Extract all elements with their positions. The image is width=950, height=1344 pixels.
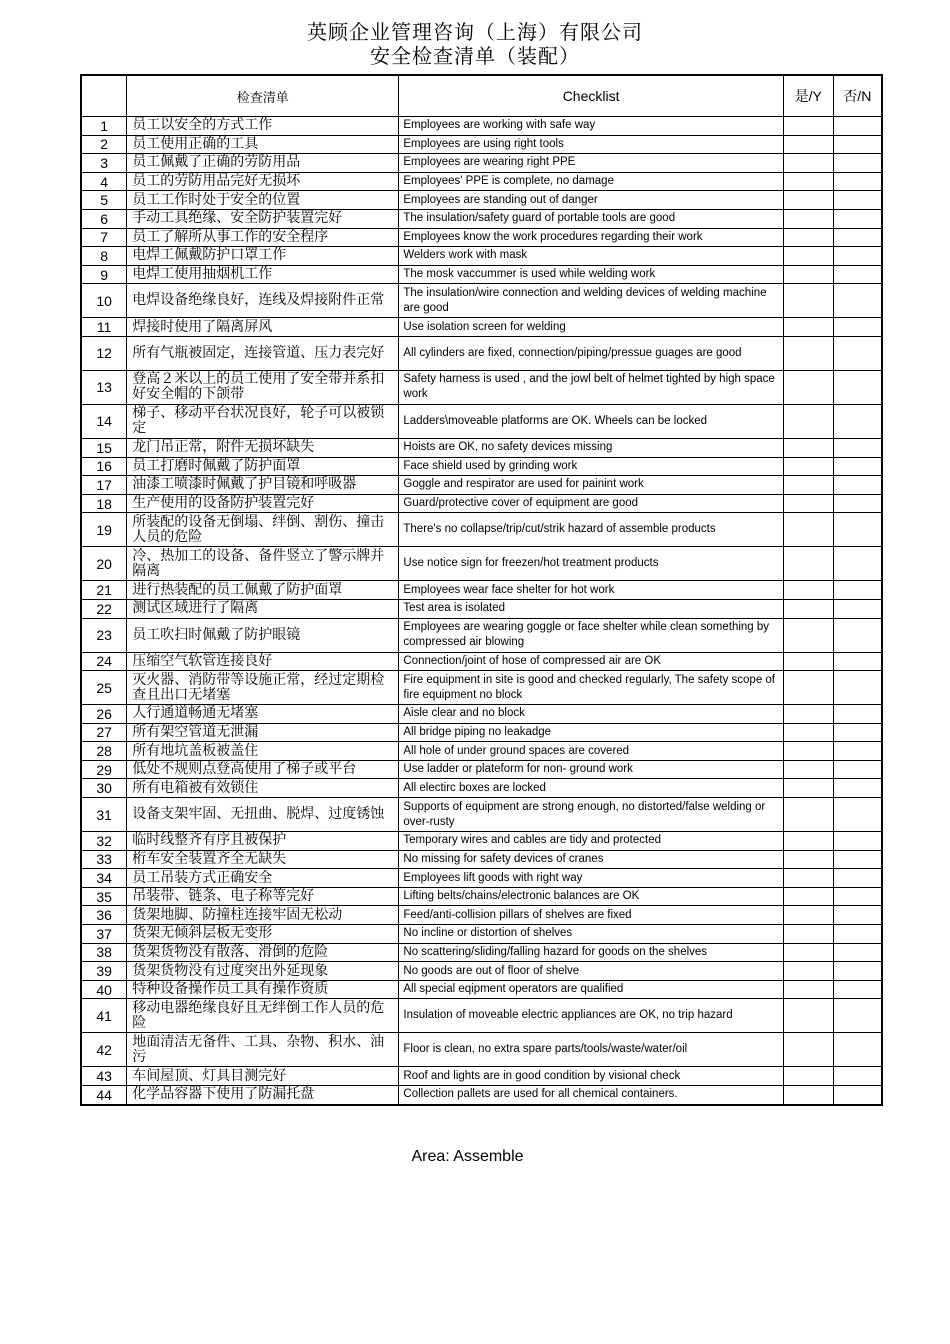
item-english: Employees are working with safe way xyxy=(399,117,783,136)
no-check-cell[interactable] xyxy=(833,209,882,228)
item-english: Welders work with mask xyxy=(399,247,783,266)
no-check-cell[interactable] xyxy=(833,925,882,944)
table-row xyxy=(81,209,882,228)
item-english: All bridge piping no leakadge xyxy=(399,723,783,742)
yes-check-cell[interactable] xyxy=(783,457,833,476)
header-yes: 是/Y xyxy=(783,75,833,117)
table-row xyxy=(81,135,882,154)
no-check-cell[interactable] xyxy=(833,135,882,154)
yes-check-cell[interactable] xyxy=(783,228,833,247)
item-number: 38 xyxy=(81,943,127,962)
item-number: 12 xyxy=(81,336,127,370)
table-row xyxy=(81,1086,882,1105)
table-row xyxy=(81,494,882,513)
checklist-table xyxy=(80,74,883,1106)
no-check-cell[interactable] xyxy=(833,581,882,600)
item-chinese: 所有电箱被有效锁住 xyxy=(127,779,399,798)
item-chinese: 进行热装配的员工佩戴了防护面罩 xyxy=(127,581,399,600)
table-row xyxy=(81,760,882,779)
table-row xyxy=(81,980,882,999)
item-chinese: 所装配的设备无倒塌、绊倒、割伤、撞击人员的危险 xyxy=(127,513,399,547)
item-chinese: 货架货物没有散落、滑倒的危险 xyxy=(127,943,399,962)
item-chinese: 所有架空管道无泄漏 xyxy=(127,723,399,742)
item-english: Safety harness is used , and the jowl belt of helmet tighted by high space work xyxy=(399,370,783,404)
item-number: 11 xyxy=(81,318,127,337)
item-number: 3 xyxy=(81,154,127,173)
table-row xyxy=(81,798,882,832)
no-check-cell[interactable] xyxy=(833,779,882,798)
item-english: Fire equipment in site is good and checked regularly, The safety scope of fire equipment no block xyxy=(399,671,783,705)
item-number: 26 xyxy=(81,705,127,724)
item-number: 16 xyxy=(81,457,127,476)
table-row xyxy=(81,191,882,210)
yes-check-cell[interactable] xyxy=(783,742,833,761)
no-check-cell[interactable] xyxy=(833,832,882,851)
item-number: 31 xyxy=(81,798,127,832)
item-chinese: 冷、热加工的设备、备件竖立了警示牌并隔离 xyxy=(127,547,399,581)
table-row xyxy=(81,779,882,798)
item-english: Use ladder or plateform for non- ground work xyxy=(399,760,783,779)
table-row xyxy=(81,172,882,191)
item-chinese: 登高２米以上的员工使用了安全带并系扣好安全帽的下颌带 xyxy=(127,370,399,404)
yes-check-cell[interactable] xyxy=(783,476,833,495)
item-english: Guard/protective cover of equipment are good xyxy=(399,494,783,513)
table-row xyxy=(81,154,882,173)
item-chinese: 员工使用正确的工具 xyxy=(127,135,399,154)
no-check-cell[interactable] xyxy=(833,999,882,1033)
item-chinese: 低处不规则点登高使用了梯子或平台 xyxy=(127,760,399,779)
table-row xyxy=(81,370,882,404)
item-number: 2 xyxy=(81,135,127,154)
yes-check-cell[interactable] xyxy=(783,1033,833,1067)
yes-check-cell[interactable] xyxy=(783,284,833,318)
item-english: The insulation/safety guard of portable tools are good xyxy=(399,209,783,228)
item-chinese: 人行通道畅通无堵塞 xyxy=(127,705,399,724)
yes-check-cell[interactable] xyxy=(783,705,833,724)
table-row xyxy=(81,1067,882,1086)
table-row xyxy=(81,476,882,495)
no-check-cell[interactable] xyxy=(833,671,882,705)
table-row xyxy=(81,742,882,761)
item-number: 28 xyxy=(81,742,127,761)
no-check-cell[interactable] xyxy=(833,705,882,724)
no-check-cell[interactable] xyxy=(833,599,882,618)
item-english: No goods are out of floor of shelve xyxy=(399,962,783,981)
item-english: Aisle clear and no block xyxy=(399,705,783,724)
item-chinese: 员工的劳防用品完好无损坏 xyxy=(127,172,399,191)
no-check-cell[interactable] xyxy=(833,404,882,438)
no-check-cell[interactable] xyxy=(833,154,882,173)
item-english: All special eqipment operators are qualified xyxy=(399,980,783,999)
table-row xyxy=(81,336,882,370)
item-english: No missing for safety devices of cranes xyxy=(399,850,783,869)
item-number: 25 xyxy=(81,671,127,705)
item-chinese: 货架无倾斜层板无变形 xyxy=(127,925,399,944)
item-chinese: 生产使用的设备防护装置完好 xyxy=(127,494,399,513)
table-row xyxy=(81,652,882,671)
no-check-cell[interactable] xyxy=(833,723,882,742)
item-english: Employees are wearing goggle or face shelter while clean something by compressed air blowing xyxy=(399,618,783,652)
table-row xyxy=(81,1033,882,1067)
item-english: Collection pallets are used for all chemical containers. xyxy=(399,1086,783,1105)
item-chinese: 电焊工佩戴防护口罩工作 xyxy=(127,247,399,266)
item-english: Hoists are OK, no safety devices missing xyxy=(399,438,783,457)
yes-check-cell[interactable] xyxy=(783,832,833,851)
item-number: 30 xyxy=(81,779,127,798)
item-number: 14 xyxy=(81,404,127,438)
item-chinese: 焊接时使用了隔离屏风 xyxy=(127,318,399,337)
no-check-cell[interactable] xyxy=(833,1086,882,1105)
item-number: 40 xyxy=(81,980,127,999)
yes-check-cell[interactable] xyxy=(783,906,833,925)
item-number: 33 xyxy=(81,850,127,869)
item-english: Connection/joint of hose of compressed air are OK xyxy=(399,652,783,671)
no-check-cell[interactable] xyxy=(833,760,882,779)
table-row xyxy=(81,925,882,944)
table-row xyxy=(81,284,882,318)
item-chinese: 灭火器、消防带等设施正常，经过定期检查且出口无堵塞 xyxy=(127,671,399,705)
yes-check-cell[interactable] xyxy=(783,438,833,457)
item-english: No incline or distortion of shelves xyxy=(399,925,783,944)
item-english: All cylinders are fixed, connection/piping/pressue guages are good xyxy=(399,336,783,370)
yes-check-cell[interactable] xyxy=(783,581,833,600)
item-chinese: 移动电器绝缘良好且无绊倒工作人员的危险 xyxy=(127,999,399,1033)
item-chinese: 货架地脚、防撞柱连接牢固无松动 xyxy=(127,906,399,925)
item-english: The mosk vaccummer is used while welding work xyxy=(399,265,783,284)
yes-check-cell[interactable] xyxy=(783,513,833,547)
table-row xyxy=(81,723,882,742)
no-check-cell[interactable] xyxy=(833,191,882,210)
yes-check-cell[interactable] xyxy=(783,494,833,513)
item-number: 21 xyxy=(81,581,127,600)
item-english: Goggle and respirator are used for painint work xyxy=(399,476,783,495)
yes-check-cell[interactable] xyxy=(783,370,833,404)
no-check-cell[interactable] xyxy=(833,513,882,547)
item-chinese: 车间屋顶、灯具目测完好 xyxy=(127,1067,399,1086)
yes-check-cell[interactable] xyxy=(783,943,833,962)
item-chinese: 压缩空气软管连接良好 xyxy=(127,652,399,671)
table-row xyxy=(81,705,882,724)
item-english: Employees' PPE is complete, no damage xyxy=(399,172,783,191)
no-check-cell[interactable] xyxy=(833,318,882,337)
no-check-cell[interactable] xyxy=(833,547,882,581)
checklist-body xyxy=(81,117,882,1105)
no-check-cell[interactable] xyxy=(833,438,882,457)
no-check-cell[interactable] xyxy=(833,247,882,266)
yes-check-cell[interactable] xyxy=(783,723,833,742)
yes-check-cell[interactable] xyxy=(783,318,833,337)
no-check-cell[interactable] xyxy=(833,887,882,906)
item-chinese: 员工佩戴了正确的劳防用品 xyxy=(127,154,399,173)
header-english-checklist: Checklist xyxy=(399,75,783,117)
table-row xyxy=(81,457,882,476)
item-english: Face shield used by grinding work xyxy=(399,457,783,476)
item-english: Ladders\moveable platforms are OK. Wheels can be locked xyxy=(399,404,783,438)
no-check-cell[interactable] xyxy=(833,869,882,888)
table-row xyxy=(81,247,882,266)
yes-check-cell[interactable] xyxy=(783,962,833,981)
item-chinese: 特种设备操作员工具有操作资质 xyxy=(127,980,399,999)
item-number: 19 xyxy=(81,513,127,547)
yes-check-cell[interactable] xyxy=(783,247,833,266)
yes-check-cell[interactable] xyxy=(783,135,833,154)
table-row xyxy=(81,962,882,981)
item-english: Roof and lights are in good condition by visional check xyxy=(399,1067,783,1086)
yes-check-cell[interactable] xyxy=(783,980,833,999)
table-row xyxy=(81,581,882,600)
item-chinese: 员工以安全的方式工作 xyxy=(127,117,399,136)
table-row xyxy=(81,228,882,247)
item-english: Employees know the work procedures regarding their work xyxy=(399,228,783,247)
item-number: 18 xyxy=(81,494,127,513)
item-number: 8 xyxy=(81,247,127,266)
item-chinese: 员工吊装方式正确安全 xyxy=(127,869,399,888)
item-number: 44 xyxy=(81,1086,127,1105)
no-check-cell[interactable] xyxy=(833,1067,882,1086)
no-check-cell[interactable] xyxy=(833,906,882,925)
item-chinese: 所有地坑盖板被盖住 xyxy=(127,742,399,761)
item-chinese: 员工吹扫时佩戴了防护眼镜 xyxy=(127,618,399,652)
item-chinese: 临时线整齐有序且被保护 xyxy=(127,832,399,851)
item-number: 35 xyxy=(81,887,127,906)
yes-check-cell[interactable] xyxy=(783,887,833,906)
no-check-cell[interactable] xyxy=(833,265,882,284)
item-number: 34 xyxy=(81,869,127,888)
table-row xyxy=(81,999,882,1033)
no-check-cell[interactable] xyxy=(833,652,882,671)
table-row xyxy=(81,618,882,652)
item-number: 41 xyxy=(81,999,127,1033)
no-check-cell[interactable] xyxy=(833,1033,882,1067)
item-english: Employees lift goods with right way xyxy=(399,869,783,888)
item-english: All electirc boxes are locked xyxy=(399,779,783,798)
item-number: 23 xyxy=(81,618,127,652)
header-no: 否/N xyxy=(833,75,882,117)
table-row xyxy=(81,318,882,337)
item-chinese: 吊装带、链条、电子称等完好 xyxy=(127,887,399,906)
item-chinese: 油漆工喷漆时佩戴了护目镜和呼吸器 xyxy=(127,476,399,495)
item-chinese: 龙门吊正常，附件无损坏缺失 xyxy=(127,438,399,457)
item-chinese: 电焊设备绝缘良好，连线及焊接附件正常 xyxy=(127,284,399,318)
no-check-cell[interactable] xyxy=(833,336,882,370)
item-english: No scattering/sliding/falling hazard for goods on the shelves xyxy=(399,943,783,962)
no-check-cell[interactable] xyxy=(833,618,882,652)
table-row xyxy=(81,117,882,136)
table-row xyxy=(81,869,882,888)
item-number: 43 xyxy=(81,1067,127,1086)
yes-check-cell[interactable] xyxy=(783,652,833,671)
area-label: Area: Assemble xyxy=(411,1148,524,1165)
table-row xyxy=(81,599,882,618)
item-number: 10 xyxy=(81,284,127,318)
yes-check-cell[interactable] xyxy=(783,191,833,210)
no-check-cell[interactable] xyxy=(833,370,882,404)
item-number: 29 xyxy=(81,760,127,779)
yes-check-cell[interactable] xyxy=(783,172,833,191)
item-number: 5 xyxy=(81,191,127,210)
item-english: Insulation of moveable electric appliances are OK, no trip hazard xyxy=(399,999,783,1033)
yes-check-cell[interactable] xyxy=(783,850,833,869)
item-chinese: 地面清洁无备件、工具、杂物、积水、油污 xyxy=(127,1033,399,1067)
item-english: The insulation/wire connection and welding devices of welding machine are good xyxy=(399,284,783,318)
item-chinese: 电焊工使用抽烟机工作 xyxy=(127,265,399,284)
item-number: 27 xyxy=(81,723,127,742)
no-check-cell[interactable] xyxy=(833,962,882,981)
table-row xyxy=(81,943,882,962)
no-check-cell[interactable] xyxy=(833,850,882,869)
item-number: 39 xyxy=(81,962,127,981)
item-chinese: 手动工具绝缘、安全防护装置完好 xyxy=(127,209,399,228)
item-english: All hole of under ground spaces are covered xyxy=(399,742,783,761)
yes-check-cell[interactable] xyxy=(783,1067,833,1086)
item-number: 42 xyxy=(81,1033,127,1067)
table-row xyxy=(81,671,882,705)
item-english: Floor is clean, no extra spare parts/tools/waste/water/oil xyxy=(399,1033,783,1067)
header-number xyxy=(81,75,127,117)
table-row xyxy=(81,513,882,547)
yes-check-cell[interactable] xyxy=(783,209,833,228)
item-chinese: 员工工作时处于安全的位置 xyxy=(127,191,399,210)
no-check-cell[interactable] xyxy=(833,457,882,476)
yes-check-cell[interactable] xyxy=(783,117,833,136)
yes-check-cell[interactable] xyxy=(783,599,833,618)
yes-check-cell[interactable] xyxy=(783,547,833,581)
item-chinese: 梯子、移动平台状况良好，轮子可以被锁定 xyxy=(127,404,399,438)
item-chinese: 货架货物没有过度突出外延现象 xyxy=(127,962,399,981)
item-english: Employees are wearing right PPE xyxy=(399,154,783,173)
yes-check-cell[interactable] xyxy=(783,671,833,705)
item-english: Use isolation screen for welding xyxy=(399,318,783,337)
item-english: Employees are using right tools xyxy=(399,135,783,154)
table-row xyxy=(81,547,882,581)
no-check-cell[interactable] xyxy=(833,476,882,495)
document-title: 安全检查清单（装配） xyxy=(370,44,580,68)
header-chinese-checklist: 检查清单 xyxy=(127,75,399,117)
table-row xyxy=(81,265,882,284)
item-english: Lifting belts/chains/electronic balances are OK xyxy=(399,887,783,906)
table-row xyxy=(81,850,882,869)
item-english: Feed/anti-collision pillars of shelves are fixed xyxy=(399,906,783,925)
item-english: There's no collapse/trip/cut/strik hazard of assemble products xyxy=(399,513,783,547)
item-number: 36 xyxy=(81,906,127,925)
item-number: 32 xyxy=(81,832,127,851)
table-row xyxy=(81,887,882,906)
yes-check-cell[interactable] xyxy=(783,336,833,370)
item-english: Temporary wires and cables are tidy and protected xyxy=(399,832,783,851)
title-block xyxy=(0,20,950,68)
item-number: 20 xyxy=(81,547,127,581)
item-number: 7 xyxy=(81,228,127,247)
table-header-row xyxy=(81,75,882,117)
no-check-cell[interactable] xyxy=(833,798,882,832)
no-check-cell[interactable] xyxy=(833,172,882,191)
yes-check-cell[interactable] xyxy=(783,925,833,944)
yes-check-cell[interactable] xyxy=(783,265,833,284)
yes-check-cell[interactable] xyxy=(783,154,833,173)
item-english: Use notice sign for freezen/hot treatment products xyxy=(399,547,783,581)
item-number: 37 xyxy=(81,925,127,944)
no-check-cell[interactable] xyxy=(833,284,882,318)
item-number: 13 xyxy=(81,370,127,404)
item-number: 22 xyxy=(81,599,127,618)
item-english: Test area is isolated xyxy=(399,599,783,618)
yes-check-cell[interactable] xyxy=(783,999,833,1033)
yes-check-cell[interactable] xyxy=(783,1086,833,1105)
no-check-cell[interactable] xyxy=(833,494,882,513)
item-number: 4 xyxy=(81,172,127,191)
yes-check-cell[interactable] xyxy=(783,404,833,438)
yes-check-cell[interactable] xyxy=(783,798,833,832)
item-number: 9 xyxy=(81,265,127,284)
table-row xyxy=(81,906,882,925)
item-number: 1 xyxy=(81,117,127,136)
yes-check-cell[interactable] xyxy=(783,618,833,652)
item-number: 15 xyxy=(81,438,127,457)
item-english: Employees are standing out of danger xyxy=(399,191,783,210)
yes-check-cell[interactable] xyxy=(783,869,833,888)
item-chinese: 测试区域进行了隔离 xyxy=(127,599,399,618)
item-number: 24 xyxy=(81,652,127,671)
table-row xyxy=(81,404,882,438)
item-number: 6 xyxy=(81,209,127,228)
no-check-cell[interactable] xyxy=(833,943,882,962)
no-check-cell[interactable] xyxy=(833,742,882,761)
yes-check-cell[interactable] xyxy=(783,760,833,779)
table-row xyxy=(81,832,882,851)
item-chinese: 化学品容器下使用了防漏托盘 xyxy=(127,1086,399,1105)
item-number: 17 xyxy=(81,476,127,495)
item-chinese: 所有气瓶被固定，连接管道、压力表完好 xyxy=(127,336,399,370)
no-check-cell[interactable] xyxy=(833,980,882,999)
yes-check-cell[interactable] xyxy=(783,779,833,798)
item-english: Employees wear face shelter for hot work xyxy=(399,581,783,600)
item-chinese: 桁车安全装置齐全无缺失 xyxy=(127,850,399,869)
table-row xyxy=(81,438,882,457)
item-english: Supports of equipment are strong enough, no distorted/false welding or over-rusty xyxy=(399,798,783,832)
item-chinese: 设备支架牢固、无扭曲、脱焊、过度锈蚀 xyxy=(127,798,399,832)
no-check-cell[interactable] xyxy=(833,228,882,247)
item-chinese: 员工打磨时佩戴了防护面罩 xyxy=(127,457,399,476)
no-check-cell[interactable] xyxy=(833,117,882,136)
item-chinese: 员工了解所从事工作的安全程序 xyxy=(127,228,399,247)
company-name: 英顾企业管理咨询（上海）有限公司 xyxy=(307,20,643,44)
